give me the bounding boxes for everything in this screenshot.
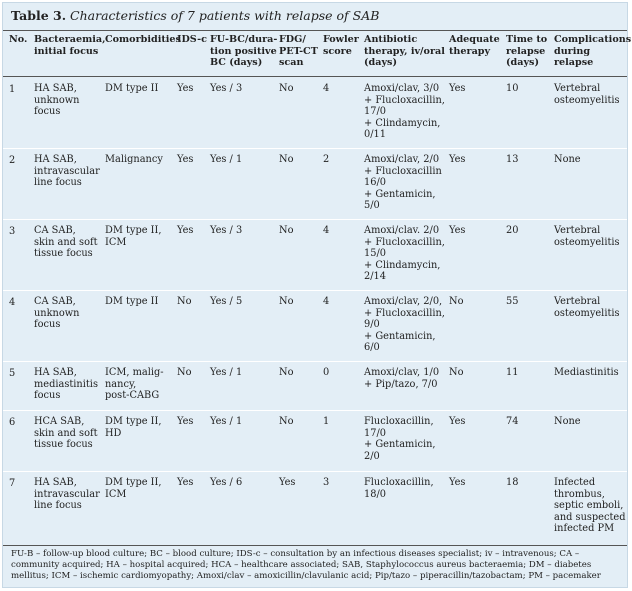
header-rule [3,76,627,77]
cell-ids-c: Yes [177,154,194,165]
cell-bacteraemia: HA SAB, intravascular line focus [34,154,100,189]
cell-fowler: 4 [323,296,330,307]
cell-complications: None [554,416,581,427]
cell-antibiotic: Amoxi/clav, 2/0 + Flucloxacillin 16/0 + Gentamicin, 5/0 [364,154,442,212]
cell-antibiotic: Amoxi/clav, 2/0, + Flucloxacillin, 9/0 + Gentamicin, 6/0 [364,296,445,354]
header-fu-bc: FU-BC/dura- tion positive BC (days) [210,34,278,69]
cell-fowler: 4 [323,225,330,236]
header-comorbidities: Comorbidities [105,34,181,45]
cell-ids-c: Yes [177,83,194,94]
cell-comorbidities: ICM, malig- nancy, post-CABG [105,367,164,402]
cell-time-to-relapse: 18 [506,477,519,488]
cell-adequate: Yes [449,83,466,94]
cell-antibiotic: Flucloxacillin, 17/0 + Gentamicin, 2/0 [364,416,436,462]
table-frame [2,2,632,588]
cell-complications: None [554,154,581,165]
cell-bacteraemia: HCA SAB, skin and soft tissue focus [34,416,98,451]
cell-no: 3 [9,226,16,237]
cell-time-to-relapse: 20 [506,225,519,236]
row-separator [3,148,627,149]
cell-fdg-pet: No [279,83,294,94]
cell-ids-c: Yes [177,416,194,427]
cell-complications: Vertebral osteomyelitis [554,296,620,319]
cell-ids-c: No [177,296,192,307]
cell-comorbidities: DM type II, ICM [105,477,162,500]
cell-fdg-pet: No [279,296,294,307]
cell-complications: Mediastinitis [554,367,619,378]
cell-ids-c: No [177,367,192,378]
cell-bacteraemia: CA SAB, skin and soft tissue focus [34,225,98,260]
row-separator [3,410,627,411]
cell-antibiotic: Amoxi/clav, 3/0 + Flucloxacillin, 17/0 + Clindamycin, 0/11 [364,83,445,141]
cell-bacteraemia: HA SAB, intravascular line focus [34,477,100,512]
cell-no: 1 [9,84,16,95]
row-separator [3,290,627,291]
cell-antibiotic: Flucloxacillin, 18/0 [364,477,434,500]
header-fdg-pet: FDG/ PET-CT scan [279,34,318,69]
cell-bacteraemia: HA SAB, mediastinitis focus [34,367,98,402]
cell-fu-bc: Yes / 5 [210,296,243,307]
cell-fu-bc: Yes / 6 [210,477,243,488]
cell-fdg-pet: No [279,225,294,236]
cell-no: 6 [9,417,16,428]
cell-complications: Infected thrombus, septic emboli, and suspected infected PM [554,477,626,535]
cell-no: 5 [9,368,16,379]
cell-antibiotic: Amoxi/clav. 2/0 + Flucloxacillin, 15/0 + Clindamycin, 2/14 [364,225,445,283]
top-rule [3,30,627,31]
row-separator [3,361,627,362]
table-caption: Characteristics of 7 patients with relapse of SAB [70,8,380,23]
header-time-to-relapse: Time to relapse (days) [506,34,548,69]
cell-bacteraemia: HA SAB, unknown focus [34,83,80,118]
cell-fowler: 1 [323,416,330,427]
cell-complications: Vertebral osteomyelitis [554,83,620,106]
row-separator [3,219,627,220]
cell-fdg-pet: No [279,154,294,165]
cell-fowler: 0 [323,367,330,378]
cell-comorbidities: Malignancy [105,154,163,165]
cell-fowler: 3 [323,477,330,488]
cell-comorbidities: DM type II [105,296,159,307]
header-ids-c: IDS-c [177,34,207,45]
cell-adequate: No [449,367,464,378]
cell-fu-bc: Yes / 3 [210,83,243,94]
cell-adequate: Yes [449,477,466,488]
cell-comorbidities: DM type II, ICM [105,225,162,248]
cell-fu-bc: Yes / 1 [210,416,243,427]
header-antibiotic: Antibiotic therapy, iv/oral (days) [364,34,445,69]
cell-fu-bc: Yes / 1 [210,367,243,378]
cell-bacteraemia: CA SAB, unknown focus [34,296,80,331]
cell-time-to-relapse: 74 [506,416,519,427]
cell-fowler: 4 [323,83,330,94]
cell-ids-c: Yes [177,225,194,236]
cell-fu-bc: Yes / 3 [210,225,243,236]
header-bacteraemia: Bacteraemia, initial focus [34,34,106,57]
cell-fdg-pet: No [279,416,294,427]
table-title [11,8,379,23]
table-footnote: FU-B – follow-up blood culture; BC – blood culture; IDS-c – consultation by an infectious diseases specialist; iv – intravenous; CA – community acquired; HA – hospital acquired; HCA – healthcare associated; SAB, Staphylococcus aureus bacteraemia; DM – diabetes mellitus; ICM – ischemic cardiomyopathy; Amoxi/clav – amoxicillin/clavulanic acid; Pip/tazo – piperacillin/tazobactam; PM – pacemaker [11,549,601,581]
row-separator [3,471,627,472]
cell-fdg-pet: No [279,367,294,378]
cell-fowler: 2 [323,154,330,165]
cell-adequate: Yes [449,416,466,427]
header-adequate: Adequate therapy [449,34,500,57]
cell-time-to-relapse: 55 [506,296,519,307]
cell-adequate: Yes [449,225,466,236]
cell-no: 2 [9,155,16,166]
table-label: Table 3. [11,8,67,23]
cell-time-to-relapse: 10 [506,83,519,94]
cell-no: 4 [9,297,16,308]
header-fowler: Fowler score [323,34,359,57]
cell-adequate: Yes [449,154,466,165]
header-no: No. [9,34,28,45]
cell-time-to-relapse: 13 [506,154,519,165]
cell-fu-bc: Yes / 1 [210,154,243,165]
cell-fdg-pet: Yes [279,477,296,488]
cell-antibiotic: Amoxi/clav, 1/0 + Pip/tazo, 7/0 [364,367,440,390]
cell-complications: Vertebral osteomyelitis [554,225,620,248]
header-complications: Complications during relapse [554,34,632,69]
cell-ids-c: Yes [177,477,194,488]
bottom-rule [3,545,627,546]
cell-comorbidities: DM type II, HD [105,416,162,439]
cell-no: 7 [9,478,16,489]
cell-adequate: No [449,296,464,307]
cell-time-to-relapse: 11 [506,367,519,378]
cell-comorbidities: DM type II [105,83,159,94]
